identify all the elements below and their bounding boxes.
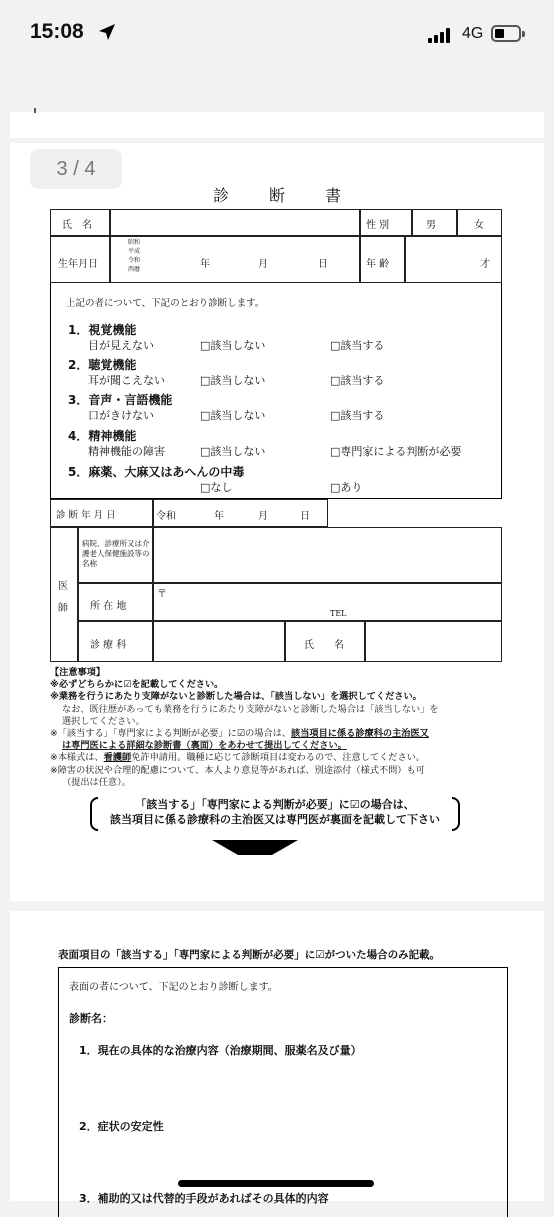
- name-label: 氏 名: [62, 220, 92, 231]
- female-option[interactable]: 女: [474, 220, 484, 231]
- network-type: 4G: [462, 25, 484, 42]
- question-1: 1．現在の具体的な治療内容（治療期間、服薬名及び量）: [79, 1044, 362, 1057]
- location-arrow-icon: [97, 22, 117, 42]
- department-field[interactable]: [153, 621, 285, 662]
- form-title: 診断書: [212, 186, 381, 205]
- checkbox-not-applicable[interactable]: □該当しない: [200, 445, 266, 458]
- dob-label: 生年月日: [58, 259, 98, 270]
- hospital-label: 病院、診療所又は介護老人保健施設等の名称: [82, 539, 150, 568]
- postal-mark: 〒: [157, 589, 167, 600]
- back-intro: 表面の者について、下記のとおり診断します。: [69, 982, 278, 993]
- tel-label: TEL: [330, 609, 347, 618]
- checkbox-applicable[interactable]: □該当する: [330, 409, 385, 422]
- era-list: 昭和 平成 令和 西暦: [128, 239, 141, 273]
- doctor-label: 医 師: [58, 581, 68, 614]
- checkbox-not-applicable[interactable]: □該当しない: [200, 339, 266, 352]
- department-label: 診 療 科: [90, 640, 127, 651]
- form-page-front[interactable]: 3 / 4 診断書 氏 名 性 別 男 女 生年月日 昭和 平成 令和 西暦 年 月 日 年 齢 才 上記の者について、下記のとおり診断します。 1．視覚機能 目が見えない □該当しない □該当する 2．聴覚機能 耳が聞こえない □該当しない □該当する 3．音声・言語機能 口がきけない □該当しない □該当する 4．精神機能 精神機能の障害 □該当しない □専門家による判断が必要 5．麻薬、大麻又はあへんの中毒 □なし □あり 診 断 年 月 日 令和 年 月 日 医 師 病院、診療所又は介護老人保健施設等の名称 所 在 地 〒 TEL 診 療 科 氏 名 【注意事項】 ※必ずどちらかに☑を記載してください。 ※業務を行うにあたり支障がないと診断した場合は、「該当しない」を選択してください。 なお、既往歴があっても業務を行うにあたり支障がないと診断した場合は「該当しない」を 選択してください。 ※「該当する」「専門家による判断が必要」に☑の場合は、該当項目に係る診療科の主治医又 は専門医による詳細な診断書（裏面）をあわせて提出してください。 ※本様式は、看護師免許申請用。職種に応じて診断項目は変わるので、注意してください。 ※障害の状況や合理的配慮について、本人より意見等があれば、別途添付（様式不問）も可 （提出は任意）。 「該当する」「専門家による判断が必要」に☑の場合は、 該当項目に係る診療科の主治医又は専門医が裏面を記載して下さい: [10, 143, 544, 901]
- callout-line-2: 該当項目に係る診療科の主治医又は専門医が裏面を記載して下さい: [110, 813, 440, 826]
- address-field[interactable]: [153, 583, 502, 621]
- notes-section: 【注意事項】 ※必ずどちらかに☑を記載してください。 ※業務を行うにあたり支障がないと診断した場合は、「該当しない」を選択してください。 なお、既往歴があっても業務を行うにあたり支障がないと診断した場合は「該当しない」を 選択してください。 ※「該当する」「専門家による判断が必要」に☑の場合は、該当項目に係る診療科の主治医又 は専門医による詳細な診断書（裏面）をあわせて提出してください。 ※本様式は、看護師免許申請用。職種に応じて診断項目は変わるので、注意してください。 ※障害の状況や合理的配慮について、本人より意見等があれば、別途添付（様式不問）も可 （提出は任意）。: [50, 667, 439, 788]
- checkbox-present[interactable]: □あり: [330, 481, 363, 494]
- checkbox-specialist[interactable]: □専門家による判断が必要: [330, 445, 462, 458]
- checkbox-not-applicable[interactable]: □該当しない: [200, 374, 266, 387]
- intro-text: 上記の者について、下記のとおり診断します。: [66, 298, 265, 309]
- back-heading: 表面項目の「該当する」「専門家による判断が必要」に☑がついた場合のみ記載。: [58, 949, 441, 961]
- question-3: 3．補助的又は代替的手段があればその具体的内容: [79, 1192, 329, 1205]
- question-2: 2．症状の安定性: [79, 1120, 164, 1133]
- age-label: 年 齢: [366, 259, 390, 270]
- male-option[interactable]: 男: [426, 220, 436, 231]
- page-indicator: 3 / 4: [30, 149, 122, 189]
- status-bar: [0, 0, 554, 70]
- checkbox-applicable[interactable]: □該当する: [330, 339, 385, 352]
- sex-label: 性 別: [366, 220, 390, 231]
- callout-line-1: 「該当する」「専門家による判断が必要」に☑の場合は、: [135, 798, 415, 811]
- name-field[interactable]: [110, 209, 360, 236]
- clock: 15:08: [30, 20, 84, 43]
- down-arrow-icon: [212, 837, 298, 855]
- checkbox-applicable[interactable]: □該当する: [330, 374, 385, 387]
- diagnosis-date-label: 診 断 年 月 日: [56, 510, 116, 521]
- checkbox-none[interactable]: □なし: [200, 481, 233, 494]
- address-label: 所 在 地: [90, 601, 127, 612]
- battery-icon: [491, 25, 521, 42]
- signal-icon: [428, 27, 456, 43]
- doctor-name-label: 氏 名: [304, 640, 344, 651]
- callout-box: [90, 797, 460, 831]
- diagnosis-name-label: 診断名：: [69, 1012, 113, 1025]
- checkbox-not-applicable[interactable]: □該当しない: [200, 409, 266, 422]
- form-page-back[interactable]: [10, 911, 544, 1205]
- home-indicator[interactable]: [178, 1180, 374, 1187]
- hospital-name-field[interactable]: [153, 527, 502, 583]
- doctor-name-field[interactable]: [365, 621, 502, 662]
- previous-page[interactable]: [10, 112, 544, 138]
